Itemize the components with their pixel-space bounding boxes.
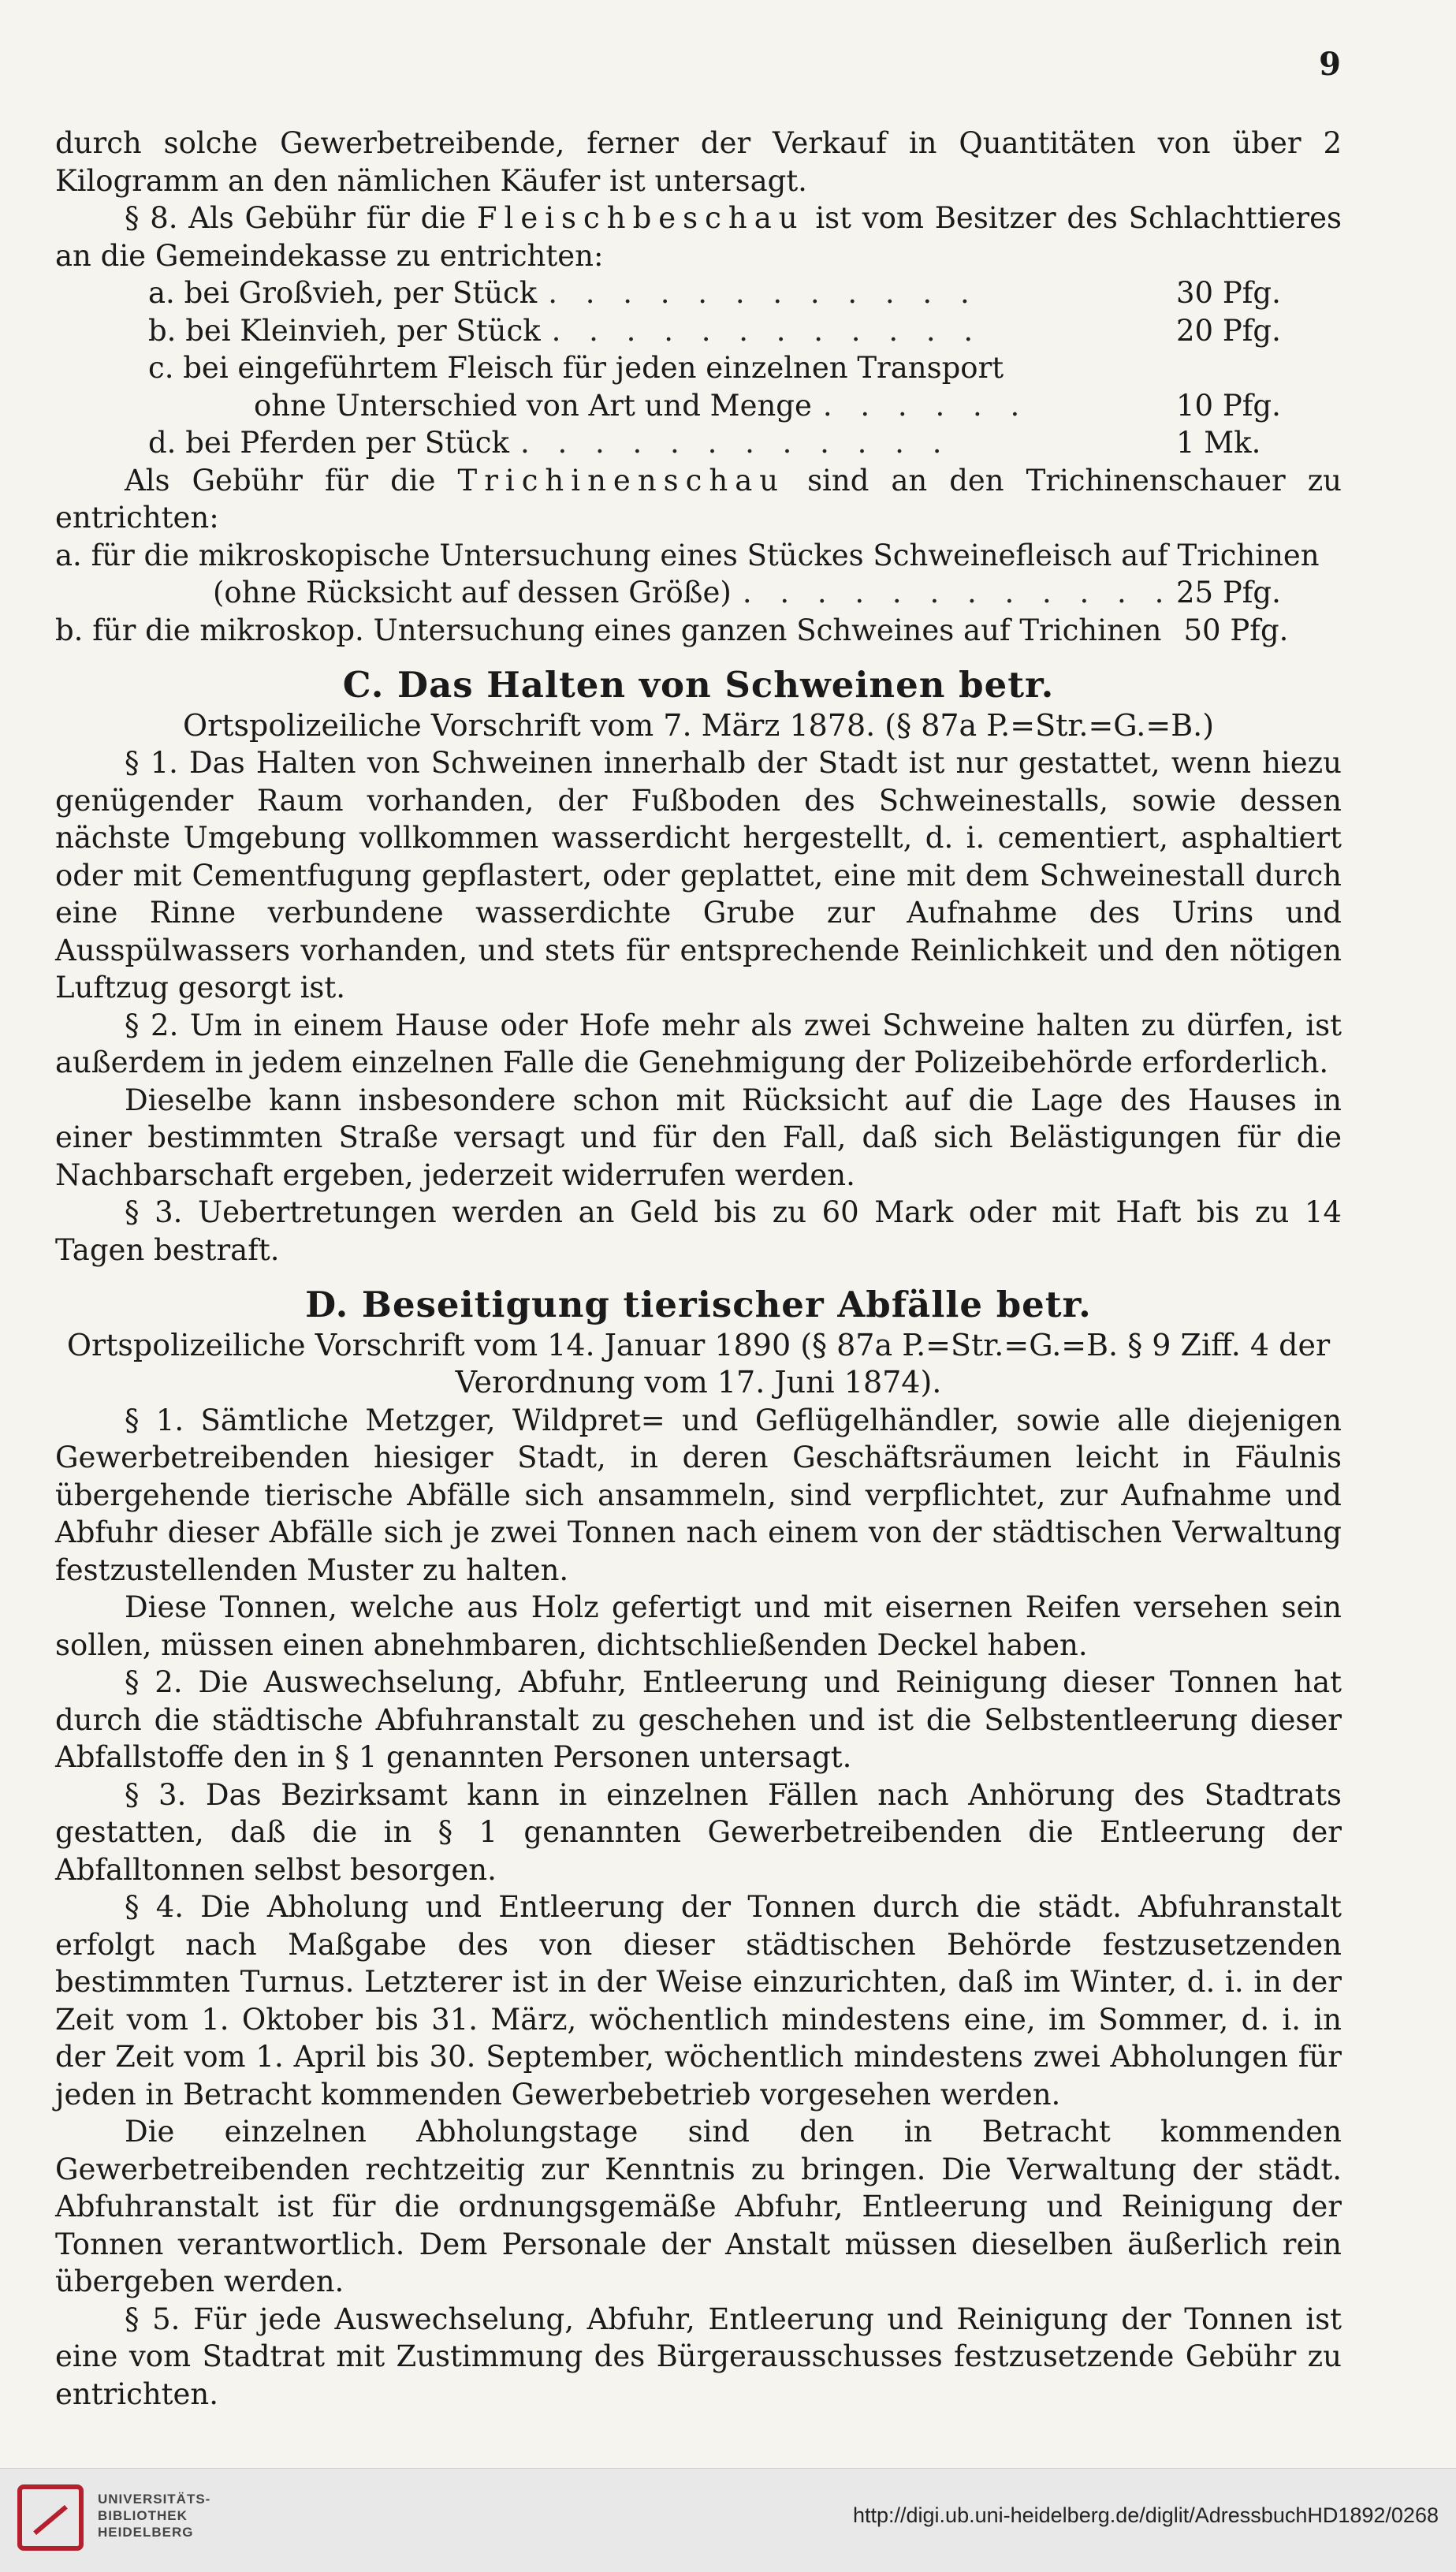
logo-line: BIBLIOTHEK <box>98 2508 188 2523</box>
fee-row <box>55 424 1342 462</box>
section-d-paragraph: § 1. Sämtliche Metzger, Wildpret= und Geflügelhändler, sowie alle diejenigen Gewerbetreibenden hiesiger Stadt, in deren Geschäftsräumen leicht in Fäulnis übergehende tierische Abfälle sich ansammeln, sind verpflichtet, zur Aufnahme und Abfuhr dieser Abfälle sich je zwei Tonnen nach einem von der städtischen Verwaltung festzustellenden Muster zu halten. <box>55 1403 1342 1587</box>
dot-leader: . . . . . . . . . . . . <box>548 276 979 310</box>
dot-leader: . . . . . . . . . . . . <box>742 576 1174 609</box>
section-d-paragraph: § 4. Die Abholung und Entleerung der Tonnen durch die städt. Abfuhranstalt erfolgt nach Maßgabe des von dieser städtischen Behörde festzusetzenden bestimmten Turnus. Letzterer ist in der Weise einzurichten, daß im Winter, d. i. in der Zeit vom 1. Oktober bis 31. März, wöchentlich mindestens eine, im Sommer, d. i. in der Zeit vom 1. April bis 30. September, wöchentlich mindestens zwei Abholungen für jeden in Betracht kommenden Gewerbebetrieb vorgesehen werden. <box>55 1890 1342 2112</box>
fee-amount: 1 Mk. <box>1176 426 1261 460</box>
fee-label: (ohne Rücksicht auf dessen Größe) <box>213 576 732 609</box>
section-d-paragraph: Diese Tonnen, welche aus Holz gefertigt und mit eisernen Reifen versehen sein sollen, müssen einen abnehmbaren, dichtschließenden Deckel haben. <box>55 1590 1342 1662</box>
intro-continuation: durch solche Gewerbetreibende, ferner der Verkauf in Quantitäten von über 2 Kilogramm an den nämlichen Käufer ist untersagt. <box>55 126 1342 198</box>
fee-label: b. für die mikroskop. Untersuchung eines ganzen Schweines auf Trichinen <box>55 613 1162 647</box>
s8-prefix: § 8. Als Gebühr für die <box>125 201 467 235</box>
fee-row <box>55 274 1342 312</box>
page-text <box>55 125 1342 2413</box>
trich-spaced-term: Trichinenschau <box>457 463 786 498</box>
dot-leader: . . . . . . <box>822 388 1030 423</box>
logo-line: UNIVERSITÄTS- <box>98 2492 211 2507</box>
section-d-paragraph: § 2. Die Auswechselung, Abfuhr, Entleerung und Reinigung dieser Tonnen hat durch die städtische Abfuhranstalt zu geschehen und ist die Selbstentleerung dieser Abfallstoffe den in § 1 genannten Personen untersagt. <box>55 1665 1342 1774</box>
fee-amount: 30 Pfg. <box>1176 276 1281 310</box>
trich-suffix: sind an den Trichinenschauer zu entrichten: <box>55 463 1342 535</box>
section-c-subtitle: Ortspolizeiliche Vorschrift vom 7. März 1878. (§ 87a P.=Str.=G.=B.) <box>182 707 1215 743</box>
s8-spaced-term: Fleischbeschau <box>476 201 805 235</box>
section-d-paragraph: § 5. Für jede Auswechselung, Abfuhr, Entleerung und Reinigung der Tonnen ist eine vom Stadtrat mit Zustimmung des Bürgerausschusses festzusetzende Gebühr zu entrichten. <box>55 2302 1342 2411</box>
dot-leader: . . . . . . . . . . . . <box>519 426 951 460</box>
fee-label: a. für die mikroskopische Untersuchung eines Stückes Schweinefleisch auf Trichinen <box>55 538 1320 572</box>
fee-row <box>55 387 1342 425</box>
fee-amount: 20 Pfg. <box>1176 313 1281 348</box>
section-c-title: C. Das Halten von Schweinen betr. <box>342 664 1055 706</box>
source-url-link[interactable]: http://digi.ub.uni-heidelberg.de/diglit/AdressbuchHD1892/0268 <box>852 2503 1439 2527</box>
trich-prefix: Als Gebühr für die <box>125 463 436 498</box>
page-number: 9 <box>1319 46 1341 83</box>
footer-bar <box>0 2468 1456 2572</box>
logo-line: HEIDELBERG <box>98 2525 194 2540</box>
dot-leader: . . . . . . . . . . . . <box>551 313 983 348</box>
fee-row <box>55 537 1342 575</box>
section-d-paragraph: Die einzelnen Abholungstage sind den in Betracht kommenden Gewerbetreibenden rechtzeitig zur Kenntnis zu bringen. Die Verwaltung der städt. Abfuhranstalt ist für die ordnungsgemäße Abfuhr, Entleerung und Reinigung der Tonnen verantwortlich. Dem Personale der Anstalt müssen dieselben äußerlich rein übergeben werden. <box>55 2115 1342 2298</box>
fee-amount: 50 Pfg. <box>1183 613 1289 647</box>
section-c-paragraph: § 3. Uebertretungen werden an Geld bis zu 60 Mark oder mit Haft bis zu 14 Tagen bestraft. <box>55 1195 1342 1267</box>
section-d-title: D. Beseitigung tierischer Abfälle betr. <box>305 1284 1092 1325</box>
section-c-paragraph: § 1. Das Halten von Schweinen innerhalb der Stadt ist nur gestattet, wenn hiezu genügender Raum vorhanden, der Fußboden des Schweinestalls, sowie dessen nächste Umgebung vollkommen wasserdicht hergestellt, d. i. cementiert, asphaltiert oder mit Cementfugung gepflastert, oder geplattet, eine mit dem Schweinestall durch eine Rinne verbundene wasserdichte Grube zur Aufnahme des Urins und Ausspülwassers vorhanden, und stets für entsprechende Reinlichkeit und den nötigen Luftzug gesorgt ist. <box>55 746 1342 1005</box>
fee-row <box>55 349 1342 387</box>
fee-label: ohne Unterschied von Art und Menge <box>254 388 812 423</box>
library-logo-icon[interactable] <box>17 2484 84 2551</box>
fee-row <box>55 574 1342 612</box>
paragraph-s8 <box>55 199 1342 274</box>
fee-row <box>55 612 1342 650</box>
fee-label: c. bei eingeführtem Fleisch für jeden einzelnen Transport <box>148 351 1004 385</box>
fee-amount: 25 Pfg. <box>1176 576 1281 609</box>
section-d-subtitle-line2: Verordnung vom 17. Juni 1874). <box>455 1365 942 1400</box>
section-d-paragraph: § 3. Das Bezirksamt kann in einzelnen Fällen nach Anhörung des Stadtrats gestatten, daß die in § 1 genannten Gewerbetreibenden die Entleerung der Abfalltonnen selbst besorgen. <box>55 1777 1342 1887</box>
fee-label: b. bei Kleinvieh, per Stück <box>148 313 541 348</box>
fee-amount: 10 Pfg. <box>1176 388 1281 423</box>
section-c-paragraph: Dieselbe kann insbesondere schon mit Rücksicht auf die Lage des Hauses in einer bestimmten Straße versagt und für den Fall, daß sich Belästigungen für die Nachbarschaft ergeben, jederzeit widerrufen werden. <box>55 1083 1342 1192</box>
s8-suffix: ist vom Besitzer des Schlachttieres an die Gemeindekasse zu entrichten: <box>55 201 1342 273</box>
fee-row <box>55 312 1342 350</box>
fee-label: a. bei Großvieh, per Stück <box>148 276 538 310</box>
section-d-subtitle-line1: Ortspolizeiliche Vorschrift vom 14. Januar 1890 (§ 87a P.=Str.=G.=B. § 9 Ziff. 4 der <box>66 1327 1331 1362</box>
paragraph-trichinenschau <box>55 462 1342 537</box>
section-c-paragraph: § 2. Um in einem Hause oder Hofe mehr als zwei Schweine halten zu dürfen, ist außerdem in jedem einzelnen Falle die Genehmigung der Polizeibehörde erforderlich. <box>55 1008 1342 1079</box>
library-logo-text[interactable] <box>98 2491 210 2540</box>
fee-label: d. bei Pferden per Stück <box>148 426 509 460</box>
